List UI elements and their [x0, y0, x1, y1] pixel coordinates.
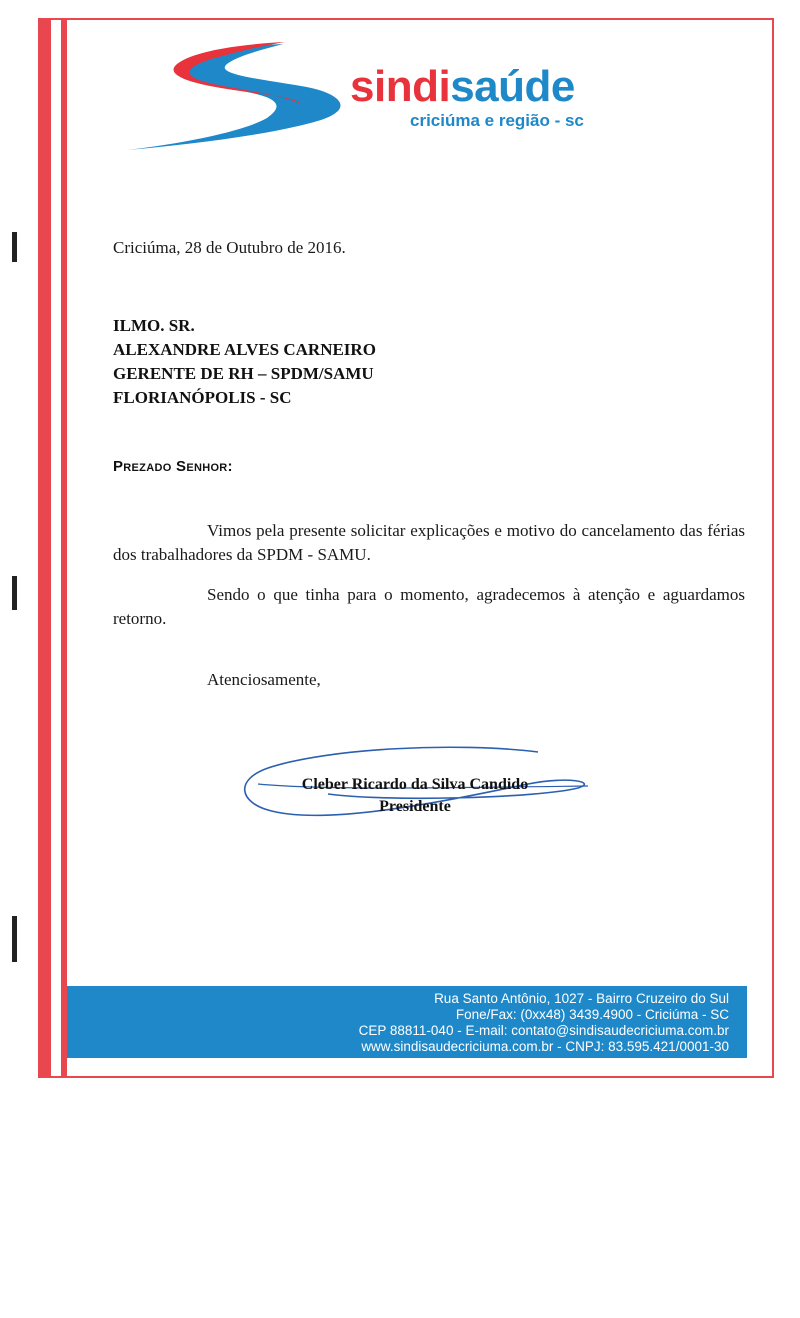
logo-subtitle: criciúma e região - sc	[410, 111, 584, 130]
signer-title: Presidente	[379, 798, 451, 815]
logo-name-saude: saúde	[450, 62, 575, 111]
signer-name: Cleber Ricardo da Silva Candido	[301, 776, 529, 793]
footer-address: Rua Santo Antônio, 1027 - Bairro Cruzeiro do Sul	[434, 991, 729, 1006]
closing: Atenciosamente,	[207, 670, 321, 689]
salutation: Prezado Senhor:	[113, 458, 233, 475]
footer-bar	[67, 986, 747, 1058]
footer-contact	[359, 991, 729, 1055]
addressee-line: GERENTE DE RH – SPDM/SAMU	[113, 364, 374, 383]
body-paragraph-2: Sendo o que tinha para o momento, agradecemos à atenção e aguardamos retorno.	[113, 585, 745, 628]
sindisaude-logo-icon	[125, 40, 355, 152]
addressee-line: FLORIANÓPOLIS - SC	[113, 388, 292, 407]
punch-hole-mark	[12, 916, 17, 962]
date-line: Criciúma, 28 de Outubro de 2016.	[113, 238, 346, 257]
logo-wordmark	[350, 62, 575, 112]
punch-hole-mark	[12, 576, 17, 610]
footer-website: www.sindisaudecriciuma.com.br - CNPJ: 83.595.421/0001-30	[361, 1039, 729, 1054]
punch-hole-mark	[12, 232, 17, 262]
addressee-line: ALEXANDRE ALVES CARNEIRO	[113, 340, 376, 359]
footer-phone: Fone/Fax: (0xx48) 3439.4900 - Criciúma - SC	[455, 1007, 729, 1022]
logo-name-sindi: sindi	[350, 62, 451, 111]
addressee-line: ILMO. SR.	[113, 316, 195, 335]
signer-block	[250, 774, 580, 818]
body-paragraph-1: Vimos pela presente solicitar explicações e motivo do cancelamento das férias dos trabalhadores da SPDM - SAMU.	[113, 521, 745, 564]
addressee-block	[113, 314, 376, 410]
footer-email: CEP 88811-040 - E-mail: contato@sindisaudecriciuma.com.br	[358, 1023, 729, 1038]
